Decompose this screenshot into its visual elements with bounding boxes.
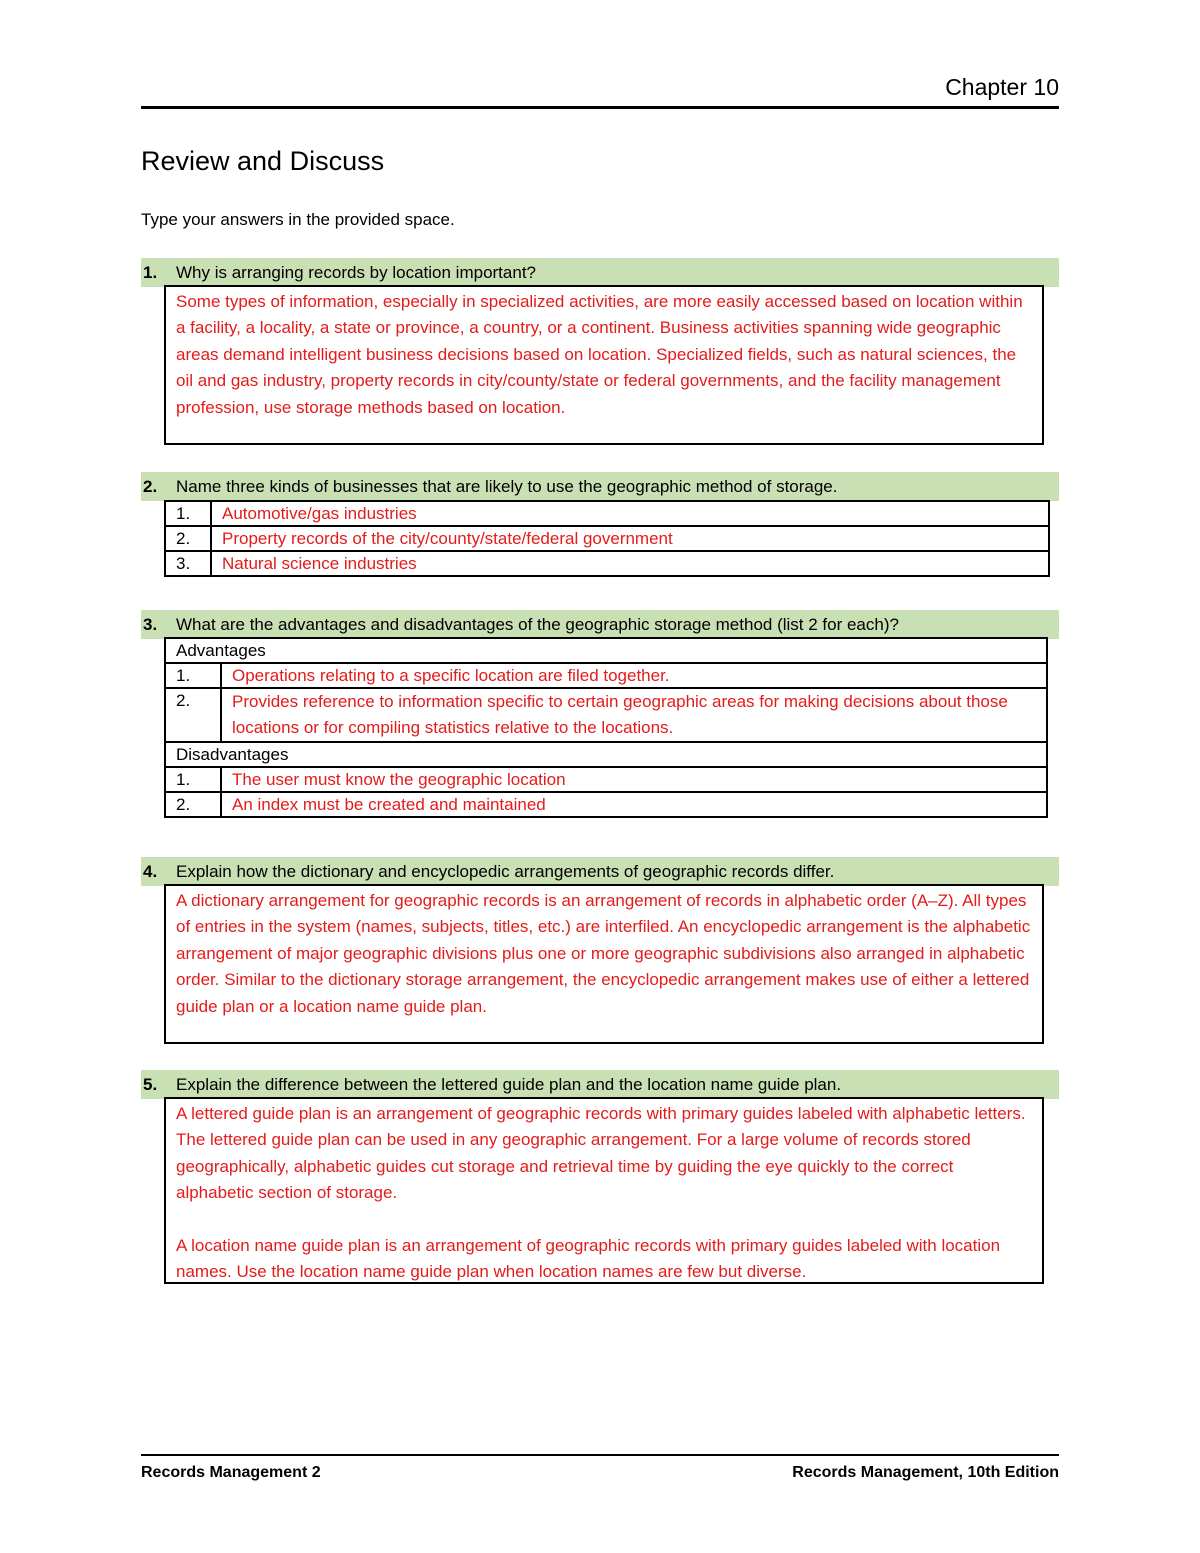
answer-cell[interactable]: Natural science industries [211, 551, 1049, 576]
answer-box-5[interactable] [164, 1097, 1044, 1284]
question-text: Name three kinds of businesses that are likely to use the geographic method of storage. [176, 477, 838, 496]
answer-cell[interactable]: Property records of the city/county/state/federal government [211, 526, 1049, 551]
page-footer [141, 1454, 1059, 1481]
item-number: 1. [165, 663, 221, 688]
question-text: Explain how the dictionary and encyclopedic arrangements of geographic records differ. [176, 862, 835, 881]
chapter-label: Chapter 10 [945, 74, 1059, 100]
page-title: Review and Discuss [141, 146, 385, 176]
item-number: 1. [165, 767, 221, 792]
question-number: 1. [143, 263, 158, 282]
question-5 [141, 1070, 1059, 1099]
table-row [165, 638, 1047, 663]
advantages-label: Advantages [165, 638, 1047, 663]
footer-right: Records Management, 10th Edition [792, 1464, 1059, 1481]
table-row [165, 742, 1047, 767]
question-text: Explain the difference between the lettered guide plan and the location name guide plan. [176, 1075, 842, 1094]
table-row [165, 663, 1047, 688]
answer-cell[interactable]: Automotive/gas industries [211, 501, 1049, 526]
answer-box-1[interactable] [164, 285, 1044, 445]
item-number: 1. [165, 501, 211, 526]
page-header [141, 74, 1059, 109]
question-4 [141, 857, 1059, 886]
answer-cell[interactable]: Operations relating to a specific location are filed together. [221, 663, 1047, 688]
table-row [165, 792, 1047, 817]
question-number: 5. [143, 1075, 158, 1094]
table-row [165, 526, 1049, 551]
answer-text: A dictionary arrangement for geographic records is an arrangement of records in alphabetic order (A–Z). All types of entries in the system (names, subjects, titles, etc.) are interfiled. An encyclopedic arrangement is the alphabetic arrangement of major geographic divisions plus one or more geographic subdivisions also arranged in alphabetic order. Similar to the dictionary storage arrangement, the encyclopedic arrangement makes use of either a lettered guide plan or a location name guide plan. [176, 891, 1031, 1016]
question-text: What are the advantages and disadvantages of the geographic storage method (list 2 for each)? [176, 615, 899, 634]
item-number: 2. [165, 792, 221, 817]
instructions: Type your answers in the provided space. [141, 210, 455, 229]
question-number: 4. [143, 862, 158, 881]
paragraph-gap [176, 1207, 1032, 1233]
answer-table-2 [164, 500, 1050, 577]
question-3 [141, 610, 1059, 639]
disadvantages-label: Disadvantages [165, 742, 1047, 767]
table-row [165, 501, 1049, 526]
question-1 [141, 258, 1059, 287]
question-text: Why is arranging records by location important? [176, 263, 536, 282]
answer-text: A location name guide plan is an arrangement of geographic records with primary guides labeled with location names. Use the location name guide plan when location names are few but diverse. [176, 1235, 1001, 1282]
item-number: 2. [165, 688, 221, 742]
footer-left: Records Management 2 [141, 1464, 321, 1481]
answer-cell[interactable]: Provides reference to information specific to certain geographic areas for making decisions about those locations or for compiling statistics relative to the locations. [221, 688, 1047, 742]
item-number: 3. [165, 551, 211, 576]
answer-cell[interactable]: The user must know the geographic location [221, 767, 1047, 792]
answer-text: Some types of information, especially in specialized activities, are more easily accessed based on location within a facility, a locality, a state or province, a country, or a continent. Business activities spanning wide geographic areas demand intelligent business decisions based on location. Specialized fields, such as natural sciences, the oil and gas industry, property records in city/county/state or federal governments, and the facility management profession, use storage methods based on location. [176, 292, 1023, 417]
table-row [165, 767, 1047, 792]
question-2 [141, 472, 1059, 501]
table-row [165, 688, 1047, 742]
question-number: 2. [143, 477, 158, 496]
answer-cell[interactable]: An index must be created and maintained [221, 792, 1047, 817]
answer-box-4[interactable] [164, 884, 1044, 1044]
answer-table-3 [164, 637, 1048, 818]
item-number: 2. [165, 526, 211, 551]
question-number: 3. [143, 615, 158, 634]
answer-text: A lettered guide plan is an arrangement of geographic records with primary guides labeled with alphabetic letters. The lettered guide plan can be used in any geographic arrangement. For a large volume of records stored geographically, alphabetic guides cut storage and retrieval time by guiding the eye quickly to the correct alphabetic section of storage. [176, 1104, 1026, 1203]
table-row [165, 551, 1049, 576]
